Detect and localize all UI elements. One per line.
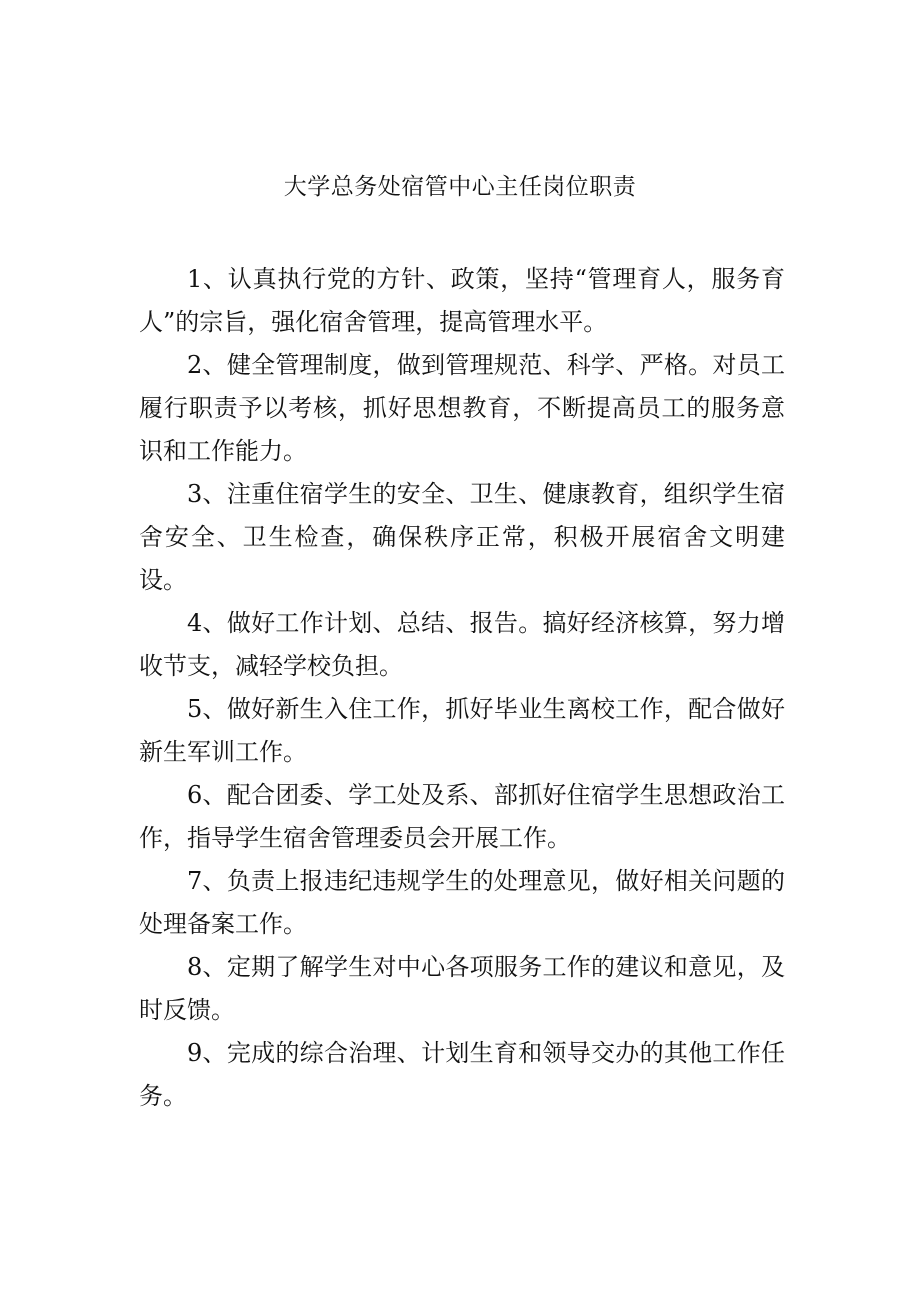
document-title: 大学总务处宿管中心主任岗位职责 (283, 174, 637, 200)
duty-item-9: 9、完成的综合治理、计划生育和领导交办的其他工作任务。 (139, 1039, 785, 1110)
duty-item-6: 6、配合团委、学工处及系、部抓好住宿学生思想政治工作，指导学生宿舍管理委员会开展工作。 (139, 781, 785, 852)
duty-item-5: 5、做好新生入住工作，抓好毕业生离校工作，配合做好新生军训工作。 (139, 695, 785, 766)
document-body (139, 258, 785, 1118)
duty-item-2: 2、健全管理制度，做到管理规范、科学、严格。对员工履行职责予以考核，抓好思想教育，不断提高员工的服务意识和工作能力。 (139, 351, 785, 465)
duty-item-7: 7、负责上报违纪违规学生的处理意见，做好相关问题的处理备案工作。 (139, 867, 785, 938)
duty-item-1: 1、认真执行党的方针、政策，坚持“管理育人，服务育人”的宗旨，强化宿舍管理，提高管理水平。 (139, 265, 785, 336)
duty-item-3: 3、注重住宿学生的安全、卫生、健康教育，组织学生宿舍安全、卫生检查，确保秩序正常，积极开展宿舍文明建设。 (139, 480, 785, 594)
duty-item-8: 8、定期了解学生对中心各项服务工作的建议和意见，及时反馈。 (139, 953, 785, 1024)
duty-item-4: 4、做好工作计划、总结、报告。搞好经济核算，努力增收节支，减轻学校负担。 (139, 609, 785, 680)
